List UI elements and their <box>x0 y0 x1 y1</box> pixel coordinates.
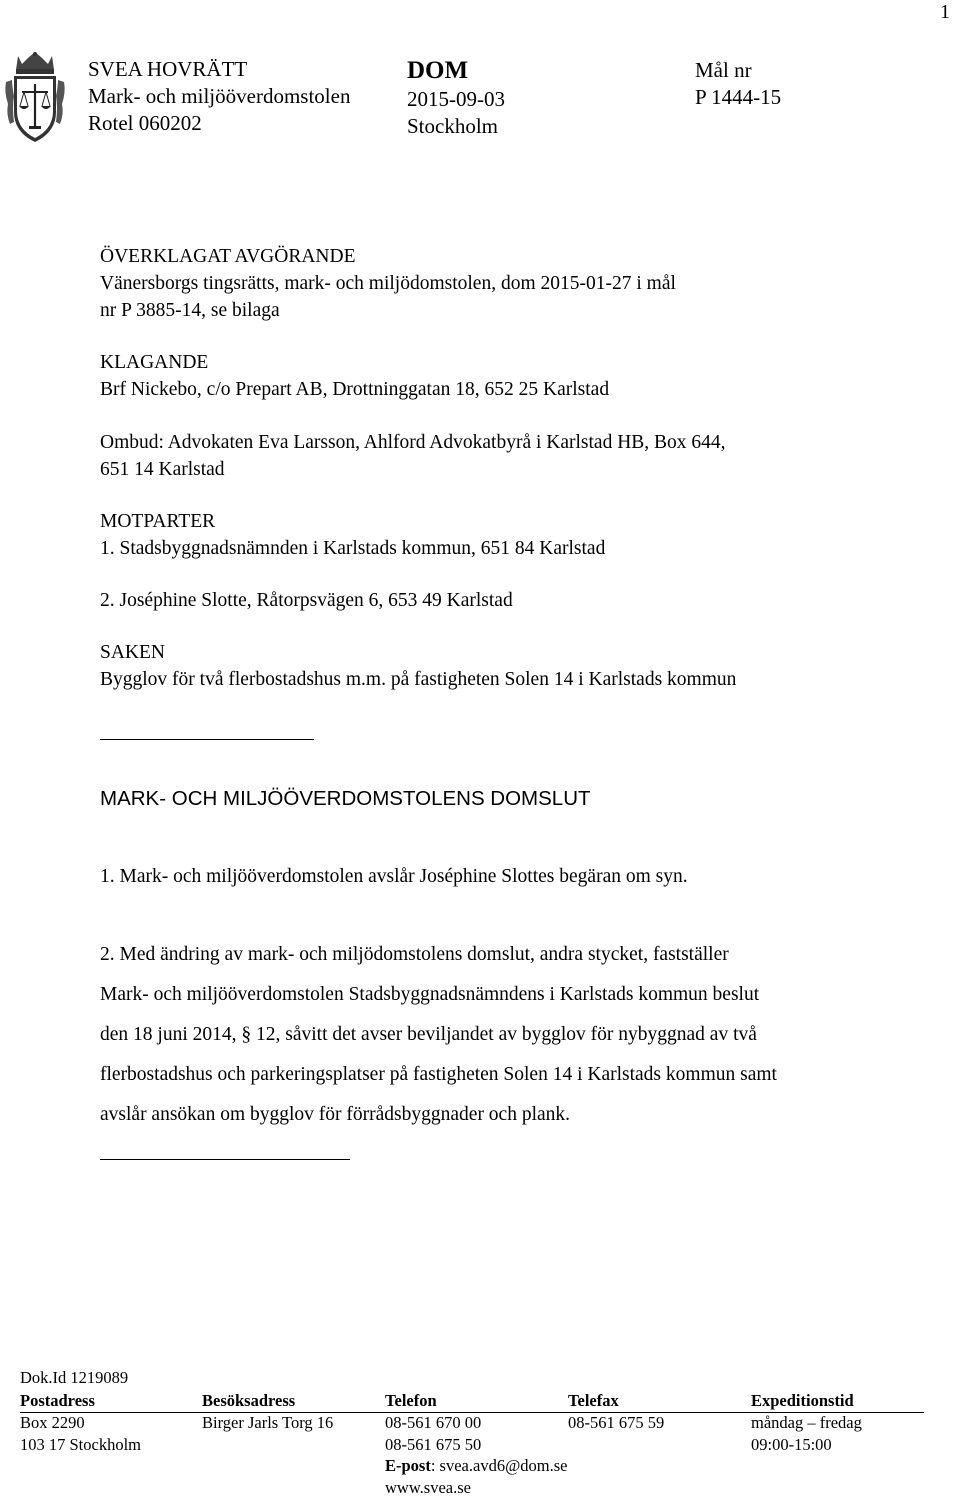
document-type: DOM <box>407 57 469 84</box>
counsel-line: 651 14 Karlstad <box>100 459 225 480</box>
document-place: Stockholm <box>407 114 499 138</box>
email[interactable] <box>385 1456 568 1478</box>
fax-label: Telefax <box>568 1391 751 1413</box>
email-value: : svea.avd6@dom.se <box>430 1456 568 1475</box>
section-divider <box>100 739 314 740</box>
rotel: Rotel 060202 <box>88 111 202 135</box>
appellant-line: Brf Nickebo, c/o Prepart AB, Drottninggatan 18, 652 25 Karlstad <box>100 379 610 400</box>
opponent-item: 1. Stadsbyggnadsnämnden i Karlstads kommun, 651 84 Karlstad <box>100 538 606 559</box>
closing-divider <box>100 1159 350 1160</box>
fax-number: 08-561 675 59 <box>568 1413 665 1432</box>
opponent-item: 2. Joséphine Slotte, Råtorpsvägen 6, 653 49 Karlstad <box>100 590 513 611</box>
ruling-item-2-line: flerbostadshus och parkeringsplatser på fastigheten Solen 14 i Karlstads kommun samt <box>100 1064 777 1085</box>
ruling-item-1: 1. Mark- och miljööverdomstolen avslår Joséphine Slottes begäran om syn. <box>100 866 688 887</box>
visit-address-line: Birger Jarls Torg 16 <box>202 1413 334 1432</box>
ruling-item-2-line: 2. Med ändring av mark- och miljödomstolens domslut, andra stycket, fastställer <box>100 944 729 965</box>
ruling-item-2-line: avslår ansökan om bygglov för förrådsbyggnader och plank. <box>100 1104 571 1125</box>
phone-number: 08-561 675 50 <box>385 1434 482 1454</box>
coat-of-arms-icon <box>4 52 66 144</box>
email-label: E-post <box>385 1456 431 1475</box>
website-link[interactable]: www.svea.se <box>385 1477 471 1497</box>
case-number: P 1444-15 <box>695 85 782 109</box>
postal-address-label: Postadress <box>20 1391 202 1413</box>
phone-number: 08-561 670 00 <box>385 1413 482 1432</box>
page-number: 1 <box>940 1 950 23</box>
opponents-heading: MOTPARTER <box>100 511 216 532</box>
document-date: 2015-09-03 <box>407 87 505 111</box>
postal-address-line: 103 17 Stockholm <box>20 1434 142 1454</box>
appealed-decision-line: nr P 3885-14, se bilaga <box>100 300 280 321</box>
matter-line: Bygglov för två flerbostadshus m.m. på fastigheten Solen 14 i Karlstads kommun <box>100 669 737 690</box>
appellant-heading: KLAGANDE <box>100 352 209 373</box>
ruling-item-2 <box>100 935 777 1135</box>
ruling-item-2-line: den 18 juni 2014, § 12, såvitt det avser beviljandet av bygglov för nybyggnad av två <box>100 1024 757 1045</box>
office-time: 09:00-15:00 <box>751 1434 832 1454</box>
court-name: SVEA HOVRÄTT <box>88 57 248 81</box>
court-division: Mark- och miljööverdomstolen <box>88 84 351 108</box>
phone-label: Telefon <box>385 1391 568 1413</box>
office-days: måndag – fredag <box>751 1413 862 1432</box>
office-hours-label: Expeditionstid <box>751 1391 924 1413</box>
postal-address-line: Box 2290 <box>20 1413 85 1432</box>
ruling-heading: MARK- OCH MILJÖÖVERDOMSTOLENS DOMSLUT <box>100 787 591 810</box>
footer-contact-table <box>20 1391 924 1499</box>
visit-address-label: Besöksadress <box>202 1391 385 1413</box>
document-id: Dok.Id 1219089 <box>20 1368 129 1387</box>
counsel-line: Ombud: Advokaten Eva Larsson, Ahlford Advokatbyrå i Karlstad HB, Box 644, <box>100 432 726 453</box>
matter-heading: SAKEN <box>100 642 166 663</box>
ruling-item-2-line: Mark- och miljööverdomstolen Stadsbyggnadsnämndens i Karlstads kommun beslut <box>100 984 760 1005</box>
case-number-label: Mål nr <box>695 58 752 82</box>
appealed-decision-heading: ÖVERKLAGAT AVGÖRANDE <box>100 246 356 267</box>
appealed-decision-line: Vänersborgs tingsrätts, mark- och miljödomstolen, dom 2015-01-27 i mål <box>100 273 676 294</box>
